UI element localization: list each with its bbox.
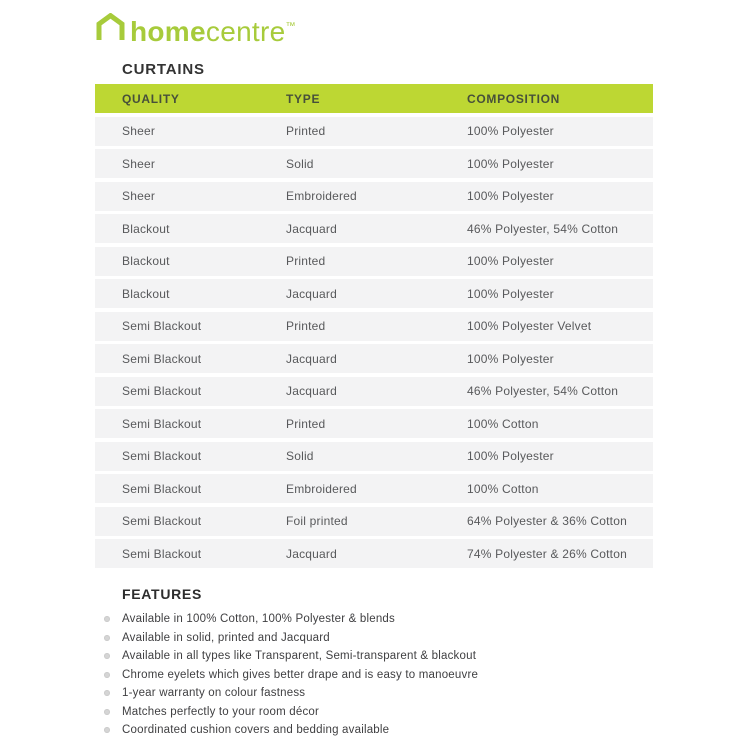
type-cell: Solid bbox=[286, 156, 314, 171]
composition-cell: 100% Polyester bbox=[467, 351, 554, 366]
type-cell: Printed bbox=[286, 416, 326, 431]
feature-text: Chrome eyelets which gives better drape and is easy to manoeuvre bbox=[122, 668, 479, 681]
bullet-icon bbox=[104, 616, 110, 622]
quality-cell: Semi Blackout bbox=[122, 546, 202, 561]
table-row bbox=[95, 312, 653, 341]
features-title: FEATURES bbox=[122, 586, 203, 602]
table-row bbox=[95, 117, 653, 146]
brand-word-centre: centre bbox=[205, 15, 286, 47]
page-title: CURTAINS bbox=[122, 61, 205, 78]
feature-text: Available in all types like Transparent, Semi-transparent & blackout bbox=[122, 650, 477, 663]
list-item bbox=[95, 610, 715, 629]
quality-cell: Sheer bbox=[122, 156, 156, 171]
bullet-icon bbox=[104, 653, 110, 659]
features-section bbox=[95, 586, 715, 740]
table-row bbox=[95, 507, 653, 536]
composition-cell: 46% Polyester, 54% Cotton bbox=[467, 384, 619, 398]
list-item bbox=[95, 666, 715, 685]
type-cell: Jacquard bbox=[286, 286, 337, 301]
trademark-symbol: ™ bbox=[285, 20, 296, 32]
quality-cell: Sheer bbox=[122, 124, 156, 138]
composition-cell: 100% Polyester bbox=[467, 156, 554, 171]
bullet-icon bbox=[104, 709, 110, 715]
table-row bbox=[95, 539, 653, 568]
type-cell: Embroidered bbox=[286, 481, 357, 496]
house-outline-icon bbox=[96, 13, 125, 45]
quality-cell: Semi Blackout bbox=[122, 449, 202, 463]
composition-cell: 64% Polyester & 36% Cotton bbox=[467, 514, 627, 528]
column-header-quality: QUALITY bbox=[122, 91, 180, 106]
type-cell: Solid bbox=[286, 449, 314, 463]
composition-cell: 100% Polyester bbox=[467, 286, 554, 301]
table-row bbox=[95, 442, 653, 471]
table-row bbox=[95, 279, 653, 308]
feature-text: Available in 100% Cotton, 100% Polyester & blends bbox=[122, 613, 395, 626]
quality-cell: Blackout bbox=[122, 221, 170, 236]
composition-cell: 100% Polyester bbox=[467, 189, 554, 203]
quality-cell: Semi Blackout bbox=[122, 351, 202, 366]
bullet-icon bbox=[104, 727, 110, 733]
quality-cell: Blackout bbox=[122, 286, 170, 301]
feature-text: Matches perfectly to your room décor bbox=[122, 705, 320, 718]
list-item bbox=[95, 721, 715, 740]
table-row bbox=[95, 377, 653, 406]
quality-cell: Semi Blackout bbox=[122, 481, 202, 496]
type-cell: Printed bbox=[286, 124, 326, 138]
column-header-type: TYPE bbox=[286, 91, 321, 106]
composition-cell: 46% Polyester, 54% Cotton bbox=[467, 221, 619, 236]
composition-cell: 100% Cotton bbox=[467, 481, 539, 496]
bullet-icon bbox=[104, 690, 110, 696]
table-row bbox=[95, 149, 653, 178]
list-item bbox=[95, 629, 715, 648]
composition-cell: 100% Polyester bbox=[467, 124, 554, 138]
type-cell: Printed bbox=[286, 254, 326, 268]
brand-wordmark bbox=[130, 12, 296, 47]
feature-text: 1-year warranty on colour fastness bbox=[122, 687, 306, 700]
table-row bbox=[95, 474, 653, 503]
feature-text: Coordinated cushion covers and bedding available bbox=[122, 724, 390, 737]
list-item bbox=[95, 647, 715, 666]
composition-cell: 100% Polyester bbox=[467, 254, 554, 268]
type-cell: Jacquard bbox=[286, 546, 337, 561]
feature-text: Available in solid, printed and Jacquard bbox=[122, 631, 330, 644]
type-cell: Embroidered bbox=[286, 189, 357, 203]
composition-cell: 100% Polyester bbox=[467, 449, 554, 463]
brand-logo bbox=[96, 13, 296, 45]
bullet-icon bbox=[104, 672, 110, 678]
type-cell: Foil printed bbox=[286, 514, 348, 528]
table-row bbox=[95, 182, 653, 211]
type-cell: Printed bbox=[286, 319, 326, 333]
quality-cell: Sheer bbox=[122, 189, 156, 203]
composition-cell: 100% Cotton bbox=[467, 416, 539, 431]
table-header-row bbox=[95, 84, 653, 113]
list-item bbox=[95, 684, 715, 703]
table-row bbox=[95, 409, 653, 438]
quality-cell: Semi Blackout bbox=[122, 384, 202, 398]
curtains-spec-table bbox=[95, 84, 653, 568]
type-cell: Jacquard bbox=[286, 351, 337, 366]
composition-cell: 100% Polyester Velvet bbox=[467, 319, 592, 333]
type-cell: Jacquard bbox=[286, 221, 337, 236]
quality-cell: Semi Blackout bbox=[122, 416, 202, 431]
brand-word-home: home bbox=[130, 15, 206, 47]
bullet-icon bbox=[104, 635, 110, 641]
quality-cell: Semi Blackout bbox=[122, 514, 202, 528]
quality-cell: Semi Blackout bbox=[122, 319, 202, 333]
list-item bbox=[95, 703, 715, 722]
quality-cell: Blackout bbox=[122, 254, 170, 268]
table-row bbox=[95, 344, 653, 373]
type-cell: Jacquard bbox=[286, 384, 337, 398]
table-row bbox=[95, 214, 653, 243]
table-row bbox=[95, 247, 653, 276]
composition-cell: 74% Polyester & 26% Cotton bbox=[467, 546, 627, 561]
column-header-composition: COMPOSITION bbox=[467, 91, 561, 106]
